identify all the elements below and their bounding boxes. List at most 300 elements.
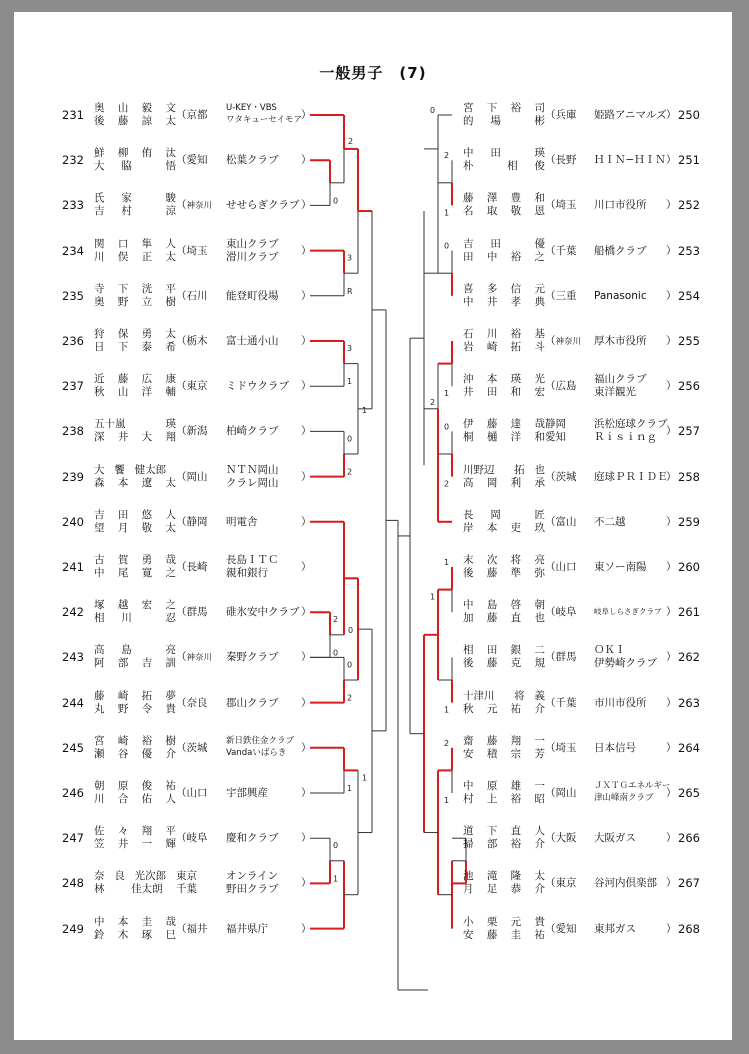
prefecture — [545, 380, 577, 393]
entry-number: 236 — [62, 334, 84, 348]
name-char: 洋 — [141, 386, 153, 399]
score-top: 3 — [347, 344, 353, 353]
player-name — [94, 780, 176, 793]
name-char: 夢 — [165, 689, 176, 702]
name-char: 承 — [534, 476, 545, 489]
name-char: 匠 — [534, 508, 545, 521]
name-char: 翔 — [510, 734, 522, 747]
name-char: 圭 — [141, 915, 153, 928]
club-name — [594, 697, 647, 710]
name-char: 藤 — [463, 192, 474, 205]
prefecture-name: 山口 — [186, 787, 208, 799]
name-char: 介 — [534, 883, 545, 896]
club-line: 日本信号 — [594, 741, 636, 754]
score: 1 — [362, 405, 368, 415]
player-name — [463, 386, 545, 399]
close-paren: ） — [301, 199, 312, 212]
name-char: 奈 — [94, 870, 105, 883]
close-paren: ） — [666, 877, 677, 890]
open-paren: （ — [176, 335, 187, 347]
score-bottom: 2 — [347, 693, 353, 703]
name-char: 十津川 — [463, 689, 495, 702]
name-char: 人 — [165, 508, 176, 521]
name-char: 小 — [463, 915, 474, 928]
name-char: 宗 — [510, 747, 522, 760]
name-char: 圭 — [510, 928, 522, 941]
name-char: 裕 — [510, 250, 522, 263]
player-name — [463, 238, 545, 251]
close-paren: ） — [301, 515, 312, 528]
score-top: 2 — [444, 151, 450, 161]
club-line: Panasonic — [594, 289, 647, 302]
close-paren: ） — [666, 606, 677, 619]
entry-number: 234 — [62, 243, 84, 258]
player-name — [463, 599, 545, 612]
name-char: 阿 — [94, 657, 105, 670]
name-char: 将 — [510, 554, 522, 566]
name-char: 田 — [490, 237, 501, 250]
club-line: オンライン — [226, 870, 279, 883]
player-name — [94, 464, 176, 477]
club-line: 姫路アニマルズ — [594, 109, 667, 121]
club-line: 宇部興産 — [226, 787, 268, 799]
name-char: 笠 — [94, 838, 105, 851]
player-name — [463, 205, 545, 218]
player-names — [94, 509, 176, 535]
player-name — [94, 296, 176, 309]
player-name — [94, 251, 176, 264]
close-paren: ） — [666, 515, 677, 528]
player-names — [463, 147, 545, 173]
name-char: 寛 — [141, 567, 153, 579]
name-char: 光次郎 — [134, 870, 167, 883]
name-char: 裕 — [510, 838, 522, 851]
name-char: 川 — [94, 250, 105, 263]
name-char: 樹 — [165, 295, 176, 308]
player-name — [94, 522, 176, 535]
name-char: 掃 — [463, 838, 474, 851]
player-names — [463, 238, 545, 264]
club-line: 東山クラブ — [226, 237, 279, 250]
close-paren: ） — [301, 832, 312, 845]
name-char: 瑛 — [534, 147, 545, 160]
prefecture — [545, 245, 577, 258]
player-name — [463, 916, 545, 929]
name-char: 悟 — [165, 160, 176, 173]
name-char: 藤 — [486, 612, 498, 625]
name-char: 田 — [490, 147, 501, 160]
name-char: 優 — [534, 237, 545, 250]
player-name — [94, 386, 176, 399]
entry-number: 254 — [678, 288, 700, 303]
entry-number: 260 — [678, 560, 700, 574]
name-char: 啓 — [510, 599, 522, 612]
close-paren: ） — [301, 154, 312, 167]
player-name — [463, 929, 545, 942]
prefecture-name: 岡山 — [555, 787, 577, 799]
close-paren: ） — [301, 470, 312, 483]
player-name — [463, 883, 545, 896]
name-char: 直 — [510, 825, 522, 838]
player-name — [463, 251, 545, 264]
open-paren: （ — [176, 561, 187, 573]
name-char: 平 — [165, 282, 176, 295]
prefecture — [545, 787, 577, 800]
name-char: 尾 — [117, 567, 129, 579]
page-title: 一般男子 (7) — [319, 64, 427, 82]
player-names — [94, 870, 176, 896]
name-char: 玖 — [534, 521, 545, 534]
player-name — [463, 431, 545, 444]
name-char: 滝 — [486, 870, 498, 883]
prefecture — [176, 561, 208, 574]
player-names — [94, 328, 176, 354]
player-name — [94, 431, 176, 444]
open-paren: （ — [176, 606, 187, 619]
close-paren: ） — [301, 696, 312, 709]
name-char: 田 — [117, 508, 129, 521]
name-char: 也 — [534, 463, 545, 476]
name-char: 貴 — [165, 702, 176, 715]
name-char: 川野辺 — [463, 463, 495, 476]
prefecture-name: 神奈川 — [186, 201, 213, 212]
name-char: 島 — [121, 644, 132, 657]
name-char: 元 — [534, 282, 545, 295]
name-char: 吉 — [94, 508, 105, 521]
name-char: 月 — [117, 521, 129, 534]
player-name — [463, 735, 545, 748]
name-char: 立 — [141, 295, 153, 308]
player-name — [94, 748, 176, 761]
name-char: 義 — [534, 689, 545, 702]
close-paren: ） — [301, 335, 312, 347]
club-line: 谷河内倶楽部 — [594, 877, 657, 890]
open-paren: （ — [545, 470, 556, 483]
club-name — [594, 516, 626, 529]
entry-number: 232 — [62, 153, 84, 168]
entry-number: 266 — [678, 831, 700, 846]
player-name — [94, 567, 176, 580]
name-char: 鈴 — [94, 928, 105, 941]
name-char: 太 — [165, 476, 176, 489]
name-char: 巳 — [165, 928, 176, 941]
player-name — [94, 929, 176, 942]
prefecture-name: 神奈川 — [555, 337, 582, 347]
club-line: 郡山クラブ — [226, 696, 279, 709]
player-name — [463, 477, 545, 490]
score-bottom: 1 — [347, 784, 353, 793]
club-name — [594, 832, 636, 845]
name-char: 大 — [141, 431, 153, 444]
open-paren: （ — [545, 154, 556, 167]
player-name — [463, 147, 545, 160]
close-paren: ） — [666, 787, 677, 799]
name-char: 泰 — [141, 341, 153, 353]
name-char: 人 — [165, 237, 176, 250]
name-char: 下 — [486, 102, 498, 114]
name-char: 和 — [510, 386, 522, 399]
club-line: 福山クラブ — [594, 373, 647, 386]
prefecture-name: 栃木 — [186, 335, 208, 347]
prefecture-name: 京都 — [186, 109, 208, 121]
club-name — [226, 102, 302, 126]
score-bottom: 1 — [444, 389, 450, 399]
open-paren: （ — [545, 787, 556, 799]
name-char: 諒 — [141, 115, 153, 127]
entry-number: 245 — [62, 740, 84, 755]
club-line: 川口市役所 — [594, 199, 647, 212]
name-char: 藤 — [117, 373, 129, 386]
name-char: 齋 — [463, 734, 474, 747]
player-names — [94, 554, 176, 580]
player-name — [463, 780, 545, 793]
club-name — [594, 245, 647, 258]
name-char: 島 — [486, 599, 498, 612]
player-names — [463, 599, 545, 625]
entry-number: 231 — [62, 108, 84, 122]
entry-number: 237 — [62, 379, 84, 394]
name-char: 長 — [463, 508, 474, 521]
player-name — [94, 554, 176, 567]
name-char: 野 — [117, 295, 129, 308]
name-char: 拓 — [514, 463, 525, 476]
player-name — [463, 160, 545, 173]
score: 2 — [348, 136, 354, 146]
open-paren: （ — [545, 696, 556, 709]
prefecture-name: 茨城 — [555, 470, 577, 483]
player-name — [94, 838, 176, 851]
player-names — [463, 735, 545, 761]
player-name — [463, 296, 545, 309]
name-char: 昭 — [534, 793, 545, 805]
entry-number: 262 — [678, 650, 700, 665]
name-char: 取 — [486, 205, 498, 218]
player-name — [94, 509, 176, 522]
name-char: 良 — [114, 870, 125, 883]
club-line: 明電舎 — [226, 515, 258, 528]
club-line: ＮＴＮ岡山 — [226, 463, 279, 476]
name-char: 之 — [165, 599, 176, 612]
name-char: 藤 — [94, 689, 105, 702]
club-line: U-KEY・VBS — [226, 103, 277, 113]
score-top: 0 — [347, 434, 353, 444]
name-char: 洸 — [141, 282, 153, 295]
club-name — [594, 923, 636, 936]
name-char: 基 — [534, 328, 545, 340]
open-paren: （ — [176, 696, 187, 709]
name-char: 奥 — [94, 102, 105, 114]
name-char: 足 — [486, 883, 498, 896]
name-char: 澤 — [486, 192, 498, 205]
player-name — [463, 102, 545, 115]
name-char: 拓 — [141, 689, 153, 702]
bracket-sheet — [14, 12, 732, 1040]
name-char: 敬 — [141, 521, 153, 534]
club-line: クラレ岡山 — [226, 476, 279, 489]
open-paren: （ — [176, 109, 187, 121]
player-names — [94, 147, 176, 173]
club-line: 能登町役場 — [226, 289, 279, 302]
close-paren: ） — [301, 380, 312, 393]
prefecture — [545, 418, 566, 444]
entry-number: 246 — [62, 786, 84, 800]
name-char: 中 — [463, 295, 474, 308]
player-name — [94, 160, 176, 173]
open-paren: （ — [545, 289, 556, 302]
name-char: 野 — [117, 702, 129, 715]
name-char: 俊 — [534, 160, 545, 173]
close-paren: ） — [666, 109, 677, 121]
entry-number: 263 — [678, 695, 700, 710]
name-char: 和 — [534, 192, 545, 205]
name-char: 後 — [463, 657, 474, 670]
name-char: 岡 — [486, 476, 498, 489]
player-names — [463, 916, 545, 942]
player-name — [463, 418, 545, 431]
prefecture-name: 愛知 — [186, 154, 208, 167]
name-char: 弥 — [534, 567, 545, 579]
prefecture-name: 東京 — [555, 877, 577, 890]
entry-number: 249 — [62, 921, 84, 936]
entry-number: 244 — [62, 695, 84, 710]
name-char: 孝 — [510, 295, 522, 308]
player-name — [94, 825, 176, 838]
name-char: 場 — [490, 115, 501, 127]
player-names — [463, 644, 545, 670]
name-char: 原 — [486, 780, 498, 792]
name-char: 合 — [117, 793, 129, 805]
club-name — [594, 606, 662, 618]
name-char: 太 — [165, 115, 176, 127]
prefecture — [545, 651, 577, 664]
club-line: 庭球ＰＲＩＤＥ — [594, 470, 668, 483]
prefecture — [176, 471, 208, 484]
name-char: 中 — [463, 599, 474, 612]
prefecture-name: 岐阜 — [555, 606, 577, 619]
prefecture-name: 千葉 — [555, 696, 577, 709]
club-line: 富士通小山 — [226, 335, 279, 347]
name-char: 太 — [534, 870, 545, 883]
name-char: 口 — [117, 237, 129, 250]
name-char: 後 — [463, 567, 474, 579]
entry-number: 259 — [678, 514, 700, 529]
player-name — [463, 838, 545, 851]
club-line: ＪＸＴＧエネルギー — [594, 781, 671, 791]
close-paren: ） — [301, 741, 312, 754]
name-char: 岸 — [463, 521, 474, 534]
player-names — [94, 283, 176, 309]
club-name — [226, 335, 279, 348]
close-paren: ） — [666, 380, 677, 393]
close-paren: ） — [666, 425, 677, 438]
name-char: 木 — [117, 928, 129, 941]
player-names — [94, 464, 176, 490]
player-names — [463, 780, 545, 806]
name-char: 準 — [510, 567, 522, 579]
name-char: 山 — [117, 102, 129, 114]
name-char: 多 — [486, 282, 498, 295]
name-char: 翔 — [165, 431, 176, 444]
club-line: 碓氷安中クラブ — [226, 606, 300, 619]
name-char: 古 — [94, 554, 105, 566]
player-name — [94, 283, 176, 296]
open-paren: （ — [545, 244, 556, 257]
name-char: 介 — [534, 702, 545, 715]
prefecture — [176, 335, 208, 348]
name-char: 下 — [117, 282, 129, 295]
club-line: 東邦ガス — [594, 922, 636, 935]
entry-number: 242 — [62, 605, 84, 620]
player-names — [463, 464, 545, 490]
open-paren: （ — [545, 199, 556, 212]
player-names — [463, 283, 545, 309]
club-line: 野田クラブ — [226, 883, 279, 896]
prefecture-name: 埼玉 — [555, 199, 577, 212]
name-char: 賀 — [117, 554, 129, 566]
name-char: 上 — [486, 793, 498, 805]
prefecture-name: 岐阜 — [186, 832, 208, 845]
prefecture — [176, 380, 208, 393]
open-paren: （ — [545, 651, 556, 664]
entry-number: 252 — [678, 198, 700, 213]
name-char: 樋 — [486, 431, 498, 444]
name-char: 崎 — [117, 734, 129, 747]
player-names — [463, 192, 545, 218]
player-name — [94, 205, 176, 218]
name-char: 太 — [165, 328, 176, 340]
open-paren: （ — [545, 109, 556, 121]
name-char: 相 — [94, 612, 105, 625]
player-names — [463, 554, 545, 580]
score-top: 0 — [444, 422, 450, 432]
name-char: 哉 — [165, 915, 176, 928]
club-line: 松葉クラブ — [226, 154, 279, 167]
player-name — [94, 612, 176, 625]
name-char: 汰 — [165, 147, 176, 160]
player-name — [463, 748, 545, 761]
prefecture-name-2: 千葉 — [176, 883, 197, 896]
club-name — [226, 516, 258, 529]
open-paren: （ — [176, 787, 187, 799]
score-bottom: 2 — [444, 479, 450, 489]
prefecture-name: 静岡 — [545, 418, 566, 431]
name-char: 裕 — [510, 793, 522, 805]
entry-number: 268 — [678, 921, 700, 936]
score: 1 — [430, 592, 436, 602]
entry-number: 258 — [678, 469, 700, 484]
name-char: 中 — [94, 915, 105, 928]
prefecture — [176, 787, 208, 800]
entry-number: 265 — [678, 786, 700, 800]
name-char: 藤 — [486, 928, 498, 941]
name-char: 桐 — [463, 431, 474, 444]
name-char: 川 — [94, 793, 105, 805]
player-name — [94, 328, 176, 341]
prefecture — [545, 290, 577, 303]
name-char: 太 — [165, 521, 176, 534]
name-char: 望 — [94, 521, 105, 534]
prefecture — [545, 923, 577, 936]
name-char: 関 — [94, 237, 105, 250]
name-char: 瀬 — [94, 747, 105, 760]
name-char: 後 — [94, 115, 105, 127]
name-char: 谷 — [117, 747, 129, 760]
prefecture — [545, 832, 577, 845]
prefecture-name: 千葉 — [555, 244, 577, 257]
club-name — [226, 832, 279, 845]
score: 2 — [430, 397, 436, 407]
prefecture-name: 茨城 — [186, 741, 208, 754]
